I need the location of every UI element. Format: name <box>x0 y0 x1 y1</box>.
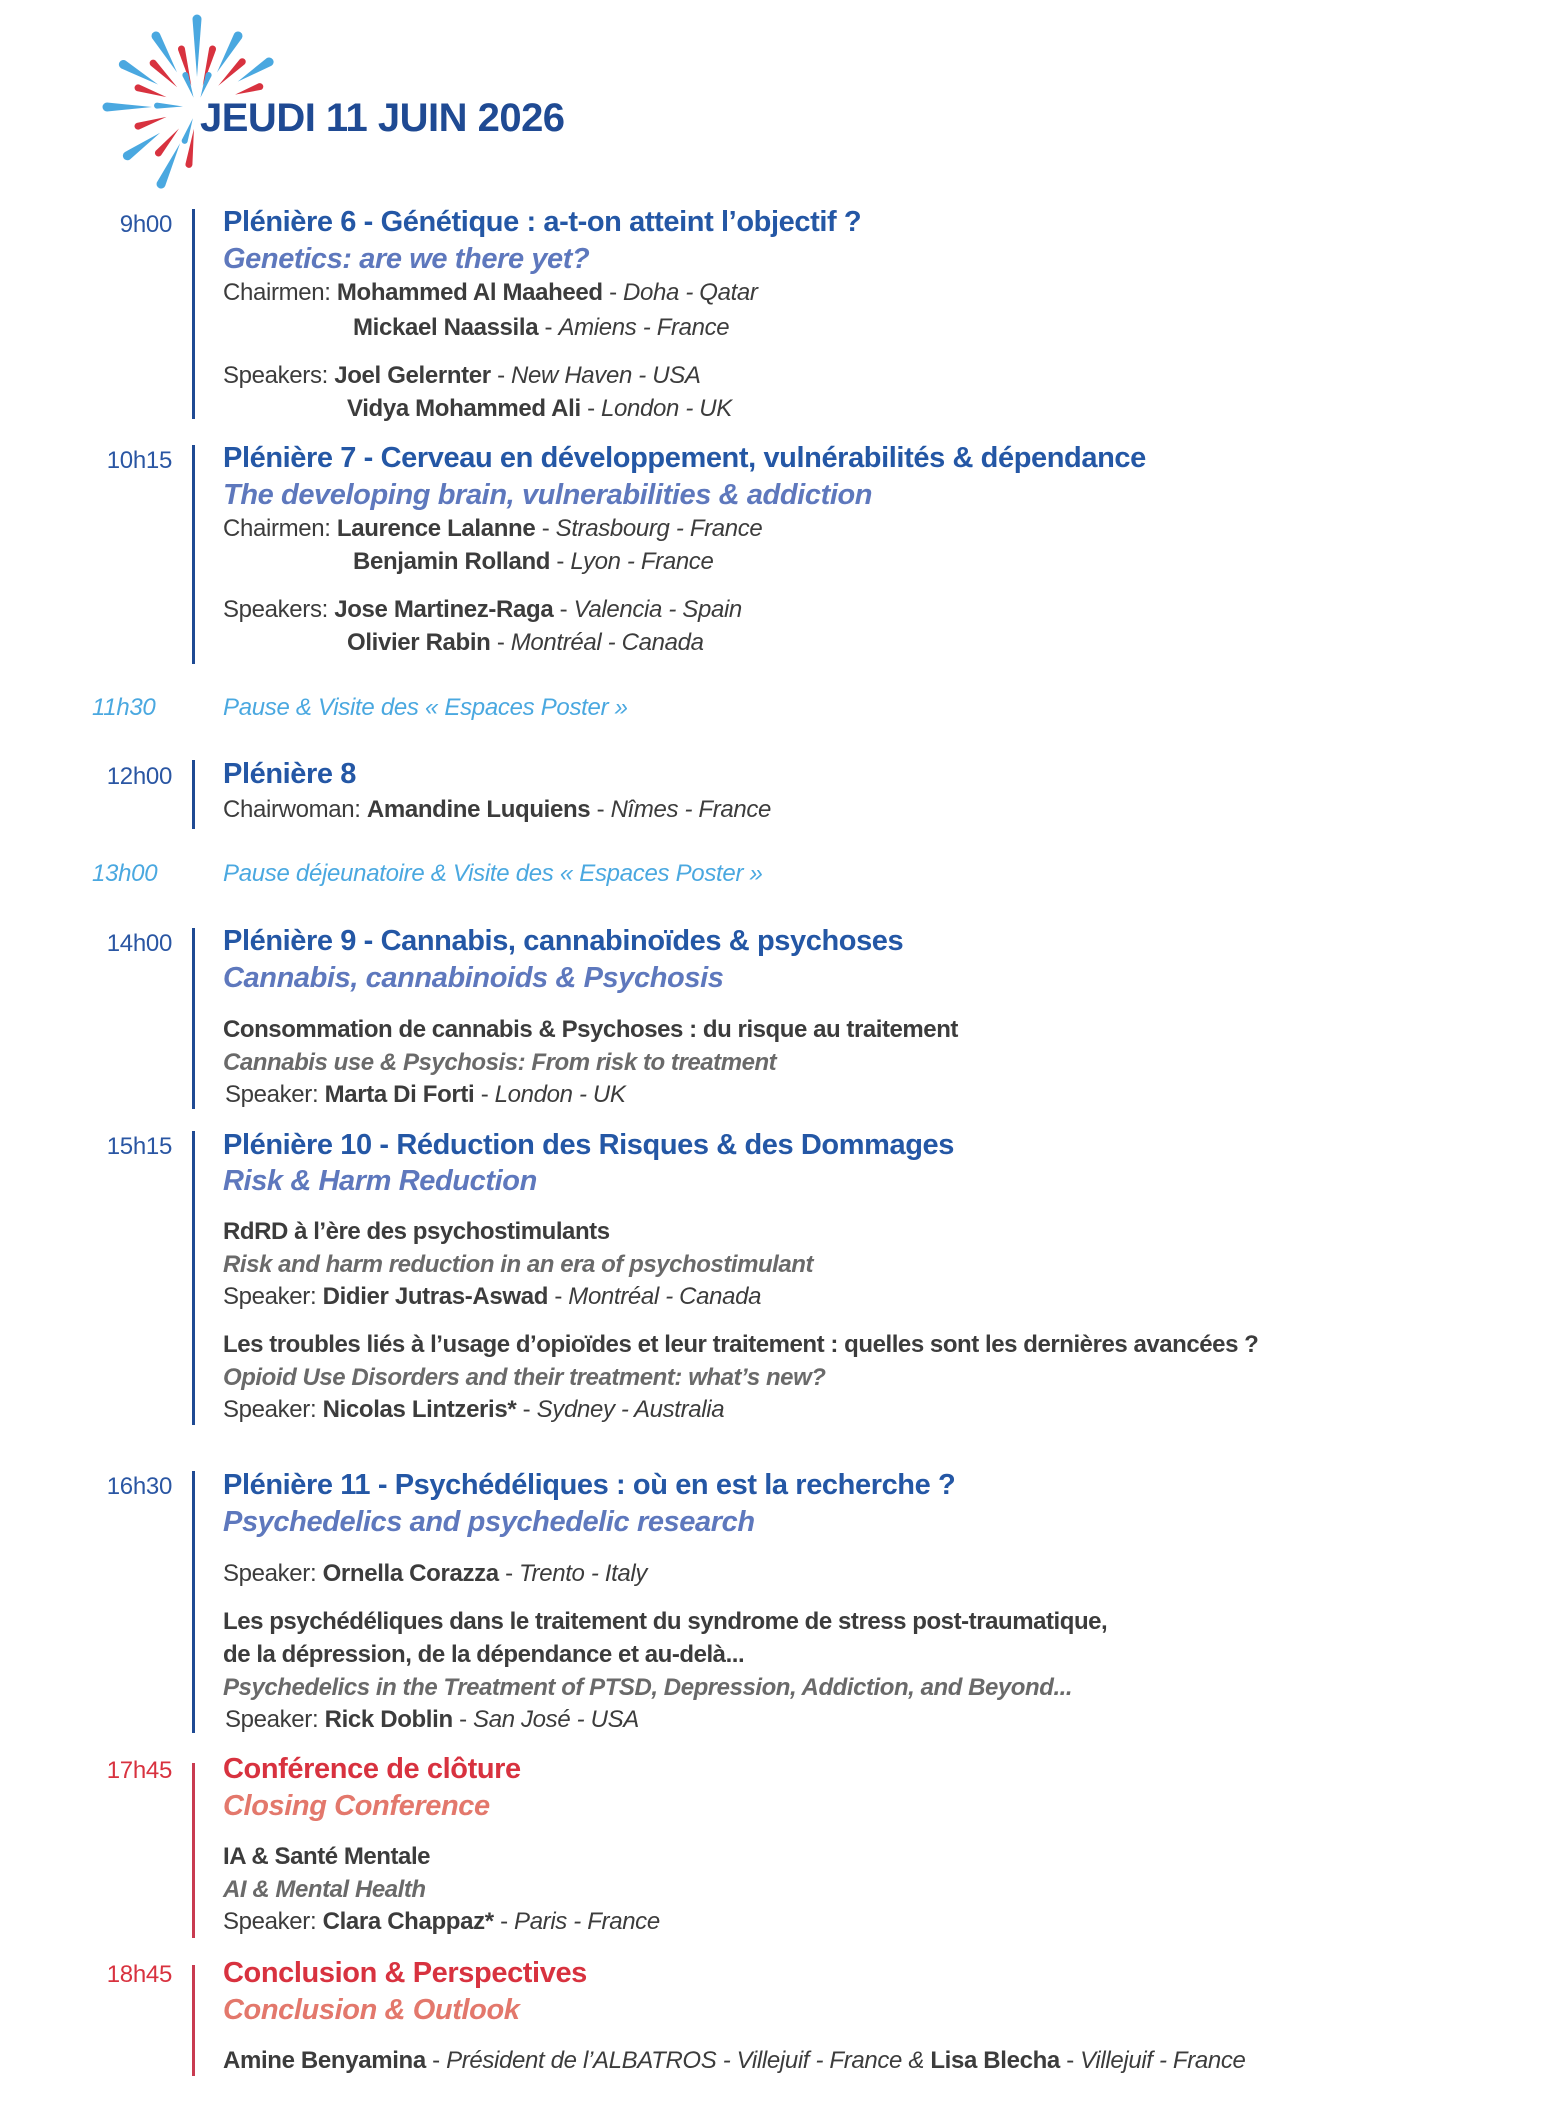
chair-row <box>223 515 762 543</box>
person-name: Joel Gelernter <box>334 362 491 389</box>
talk-title-fr: IA & Santé Mentale <box>223 1843 431 1870</box>
session-divider <box>192 445 195 664</box>
person-name: Lisa Blecha <box>930 2047 1060 2074</box>
session-divider <box>192 1763 195 1938</box>
person-name: Jose Martinez-Raga <box>334 596 554 623</box>
person-name: Laurence Lalanne <box>336 515 536 542</box>
person-place: Nîmes - France <box>610 796 772 823</box>
talk-title-en: AI & Mental Health <box>223 1876 426 1903</box>
chairs-label: Chairmen: <box>223 515 331 542</box>
person-name: Amandine Luquiens <box>366 796 591 823</box>
person-name: Ornella Corazza <box>322 1560 499 1587</box>
session-divider <box>192 928 195 1109</box>
speaker-row <box>223 1283 761 1311</box>
talk-title-en: Cannabis use & Psychosis: From risk to treatment <box>223 1049 777 1076</box>
page-title: JEUDI 11 JUIN 2026 <box>200 96 565 140</box>
person-place: London - UK <box>601 395 732 422</box>
person-place: Strasbourg - France <box>555 515 763 542</box>
pause-label: Pause & Visite des « Espaces Poster » <box>223 694 628 721</box>
session-time: 18h45 <box>106 1961 172 1988</box>
burst-droplet <box>154 103 183 109</box>
speaker-label: Speaker: <box>223 1396 317 1423</box>
session-divider <box>192 1131 195 1425</box>
session-subtitle: Psychedelics and psychedelic research <box>223 1506 755 1538</box>
separator: - <box>1059 2047 1081 2074</box>
person-place: Paris - France <box>514 1908 660 1935</box>
burst-droplet <box>182 118 193 144</box>
separator: - <box>535 515 556 542</box>
chair-row <box>223 796 771 824</box>
session-time: 14h00 <box>106 930 172 957</box>
speakers-label: Speakers: <box>223 362 328 389</box>
burst-droplet <box>103 103 153 112</box>
joiner: & <box>908 2047 925 2074</box>
person-place: Villejuif - France <box>1080 2047 1246 2074</box>
person-name: Didier Jutras-Aswad <box>322 1283 549 1310</box>
talk-title-en: Opioid Use Disorders and their treatment: what’s new? <box>223 1364 826 1391</box>
speaker-row <box>223 1396 724 1424</box>
separator: - <box>553 596 574 623</box>
speaker-label: Speaker: <box>223 1560 317 1587</box>
burst-droplet <box>193 15 202 78</box>
person-name: Rick Doblin <box>324 1706 453 1733</box>
separator: - <box>425 2047 447 2074</box>
separator: - <box>538 314 559 341</box>
separator: - <box>452 1706 474 1733</box>
talk-title-fr: Les troubles liés à l’usage d’opioïdes et leur traitement : quelles sont les dernières avancées ? <box>223 1331 1259 1358</box>
talk-title-en: Risk and harm reduction in an era of psychostimulant <box>223 1251 814 1278</box>
session-time: 10h15 <box>106 447 172 474</box>
speaker-row <box>225 1706 639 1734</box>
chair-row <box>353 314 729 342</box>
session-divider <box>192 1471 195 1733</box>
speaker-row <box>223 596 742 624</box>
person-name: Olivier Rabin <box>347 629 491 656</box>
person-place: Valencia - Spain <box>573 596 742 623</box>
session-title: Plénière 11 - Psychédéliques : où en est la recherche ? <box>223 1469 956 1501</box>
session-time: 17h45 <box>106 1757 172 1784</box>
session-subtitle: The developing brain, vulnerabilities & addiction <box>223 479 873 511</box>
separator: - <box>580 395 602 422</box>
separator: - <box>550 548 571 575</box>
person-place: San José - USA <box>473 1706 639 1733</box>
person-name: Benjamin Rolland <box>353 548 551 575</box>
person-role: Président de l’ALBATROS - Villejuif - France <box>446 2047 903 2074</box>
pause-label: Pause déjeunatoire & Visite des « Espaces Poster » <box>223 860 763 887</box>
speaker-row <box>347 395 732 423</box>
session-subtitle: Risk & Harm Reduction <box>223 1165 537 1197</box>
session-time: 9h00 <box>119 211 172 238</box>
talk-title-fr: RdRD à l’ère des psychostimulants <box>223 1218 610 1245</box>
session-title: Conclusion & Perspectives <box>223 1957 587 1989</box>
pause-time: 13h00 <box>92 860 158 887</box>
person-place: Sydney - Australia <box>536 1396 725 1423</box>
person-place: Montréal - Canada <box>510 629 704 656</box>
session-time: 12h00 <box>106 763 172 790</box>
closing-speakers-row <box>223 2047 1246 2075</box>
talk-title-fr-continued: de la dépression, de la dépendance et au-delà... <box>223 1641 745 1668</box>
separator: - <box>490 362 512 389</box>
session-divider <box>192 209 195 419</box>
separator: - <box>474 1081 495 1108</box>
burst-droplet <box>182 72 193 98</box>
person-place: Amiens - France <box>558 314 730 341</box>
speaker-row <box>223 362 701 390</box>
burst-droplet <box>200 72 211 98</box>
burst-droplet <box>135 117 167 130</box>
session-subtitle: Closing Conference <box>223 1790 490 1822</box>
session-title: Plénière 8 <box>223 758 357 790</box>
person-place: London - UK <box>494 1081 626 1108</box>
burst-droplet <box>123 133 160 160</box>
chairs-label: Chairwoman: <box>223 796 361 823</box>
speaker-row <box>225 1081 626 1109</box>
separator: - <box>498 1560 520 1587</box>
separator: - <box>493 1908 515 1935</box>
session-title: Plénière 10 - Réduction des Risques & des Dommages <box>223 1129 955 1161</box>
person-name: Clara Chappaz* <box>322 1908 494 1935</box>
session-title: Conférence de clôture <box>223 1753 521 1785</box>
speaker-row <box>223 1560 647 1588</box>
session-subtitle: Conclusion & Outlook <box>223 1994 520 2026</box>
separator: - <box>548 1283 569 1310</box>
speaker-label: Speaker: <box>223 1283 317 1310</box>
person-name: Nicolas Lintzeris* <box>322 1396 517 1423</box>
speaker-row <box>347 629 704 657</box>
session-divider <box>192 760 195 829</box>
session-subtitle: Genetics: are we there yet? <box>223 243 590 275</box>
person-place: Lyon - France <box>570 548 714 575</box>
talk-title-fr: Les psychédéliques dans le traitement du syndrome de stress post-traumatique, <box>223 1608 1108 1635</box>
speaker-label: Speaker: <box>225 1706 319 1733</box>
session-time: 16h30 <box>106 1473 172 1500</box>
person-name: Mohammed Al Maaheed <box>336 279 603 306</box>
session-divider <box>192 1965 195 2076</box>
separator: - <box>516 1396 537 1423</box>
person-place: Montréal - Canada <box>568 1283 762 1310</box>
speaker-label: Speaker: <box>223 1908 317 1935</box>
session-title: Plénière 9 - Cannabis, cannabinoïdes & psychoses <box>223 925 904 957</box>
chairs-label: Chairmen: <box>223 279 331 306</box>
burst-droplet <box>135 84 167 97</box>
separator: - <box>490 629 511 656</box>
person-name: Amine Benyamina <box>223 2047 426 2074</box>
speakers-label: Speakers: <box>223 596 328 623</box>
person-name: Mickael Naassila <box>353 314 539 341</box>
talk-title-en: Psychedelics in the Treatment of PTSD, Depression, Addiction, and Beyond... <box>223 1674 1073 1701</box>
talk-title-fr: Consommation de cannabis & Psychoses : du risque au traitement <box>223 1016 958 1043</box>
speaker-row <box>223 1908 660 1936</box>
speaker-label: Speaker: <box>225 1081 319 1108</box>
chair-row <box>353 548 713 576</box>
pause-time: 11h30 <box>92 694 156 721</box>
person-place: Doha - Qatar <box>623 279 758 306</box>
separator: - <box>602 279 624 306</box>
session-title: Plénière 7 - Cerveau en développement, vulnérabilités & dépendance <box>223 442 1146 474</box>
person-name: Vidya Mohammed Ali <box>347 395 581 422</box>
person-name: Marta Di Forti <box>324 1081 475 1108</box>
chair-row <box>223 279 758 307</box>
session-time: 15h15 <box>106 1133 172 1160</box>
person-place: New Haven - USA <box>511 362 701 389</box>
burst-droplet <box>235 83 263 95</box>
session-title: Plénière 6 - Génétique : a-t-on atteint l’objectif ? <box>223 206 862 238</box>
person-place: Trento - Italy <box>519 1560 648 1587</box>
session-subtitle: Cannabis, cannabinoids & Psychosis <box>223 962 724 994</box>
separator: - <box>590 796 611 823</box>
